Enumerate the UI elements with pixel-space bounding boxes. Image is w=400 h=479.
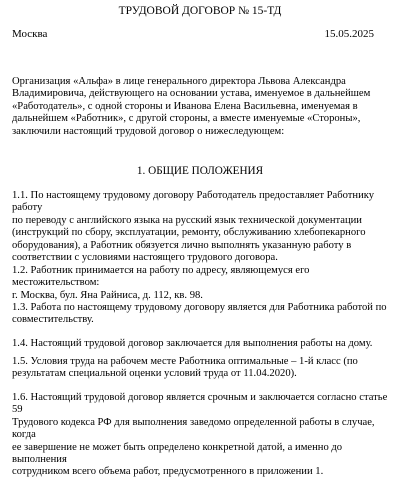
clause-1-5: 1.5. Условия труда на рабочем месте Работника оптимальные – 1-й класс (по результатам специальной оценки условий труда от 11.04.2020). xyxy=(12,356,358,380)
preamble-paragraph: Организация «Альфа» в лице генерального директора Львова Александра Владимировича, действующего на основании устава, именуемое в дальнейшем «Работодатель», с одной стороны и Иванова Елена Васильевна, именуемая в дальнейшем «Работник», с другой стороны, а вместе именуемые «Стороны», заключили настоящий трудовой договор о нижеследующем: xyxy=(12,76,371,137)
document-title: ТРУДОВОЙ ДОГОВОР № 15-ТД xyxy=(118,5,282,17)
contract-date: 15.05.2025 xyxy=(324,28,374,40)
clause-1-3: 1.3. Работа по настоящему трудовому договору является для Работника работой по совместительству. xyxy=(12,302,387,326)
contract-city: Москва xyxy=(12,28,48,40)
clause-1-2: 1.2. Работник принимается на работу по адресу, являющемуся его местожительством: г. Москва, бул. Яна Райниса, д. 112, кв. 98. xyxy=(12,265,310,301)
clause-1-1: 1.1. По настоящему трудовому договору Работодатель предоставляет Работнику работу по переводу с английского языка на русский язык технической документации (инструкций по сбору, эксплуатации, ремонту, обслуживанию хлебопекарного оборудования), а Работник обязуется лично выполнять указанную работу в соответствии с условиями настоящего трудового договора. xyxy=(12,190,375,264)
clause-1-6: 1.6. Настоящий трудовой договор является срочным и заключается согласно статье 59 Трудового кодекса РФ для выполнения заведомо определенной работы в случае, когда ее завершение не может быть определено конкретной датой, а именно до выполнения сотрудником всего объема работ, предусмотренного в приложении 1. xyxy=(12,392,388,478)
section-title-general-provisions: 1. ОБЩИЕ ПОЛОЖЕНИЯ xyxy=(136,165,264,177)
clause-1-4: 1.4. Настоящий трудовой договор заключается для выполнения работы на дому. xyxy=(12,338,373,349)
